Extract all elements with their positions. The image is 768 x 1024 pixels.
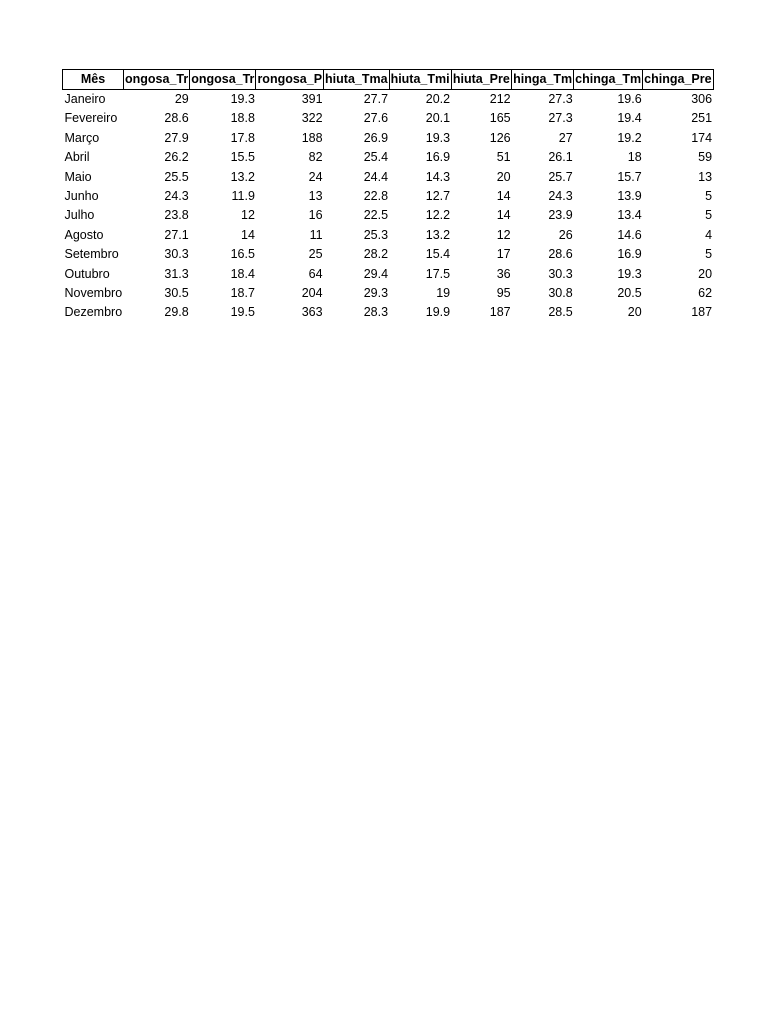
header-cell-chiuta-prec[interactable]: hiuta_Pre [451, 70, 512, 90]
cell-mchinga-tmin[interactable]: 19.3 [617, 266, 642, 281]
cell-gorongosa-tmax[interactable]: 24.3 [164, 189, 189, 204]
cell-chiuta-tmax[interactable]: 26.9 [363, 130, 389, 145]
cell-chiuta-tmax[interactable]: 27.6 [363, 111, 389, 126]
cell-gorongosa-tmin[interactable]: 19.3 [230, 92, 255, 106]
cell-chiuta-tmax[interactable]: 25.3 [363, 227, 389, 242]
cell-gorongosa-tmin[interactable]: 17.8 [230, 130, 255, 145]
cell-mchinga-tmax[interactable]: 27 [558, 130, 573, 145]
cell-gorongosa-tmax[interactable]: 26.2 [164, 150, 189, 165]
cell-mchinga-tmin[interactable]: 19.6 [617, 92, 642, 106]
cell-gorongosa-tmax[interactable]: 23.8 [164, 208, 189, 223]
cell-mchinga-tmin[interactable]: 20 [627, 305, 642, 320]
cell-gorongosa-tmin[interactable]: 11.9 [231, 189, 255, 204]
cell-chiuta-tmax[interactable]: 22.5 [363, 208, 389, 223]
cell-gorongosa-prec[interactable]: 25 [308, 247, 323, 262]
table-row [63, 284, 714, 303]
cell-gorongosa-tmin[interactable]: 13.2 [230, 169, 255, 184]
cell-gorongosa-prec[interactable]: 204 [301, 286, 323, 301]
table-row [63, 90, 714, 110]
header-cell-mchinga-prec[interactable]: chinga_Pre [643, 70, 713, 90]
cell-chiuta-tmin[interactable]: 14.3 [425, 169, 451, 184]
table-row [63, 226, 714, 245]
cell-mchinga-tmin[interactable]: 18 [627, 150, 642, 165]
cell-gorongosa-prec[interactable]: 64 [308, 266, 323, 281]
cell-mchinga-tmax[interactable]: 27.3 [548, 92, 573, 106]
cell-chiuta-prec[interactable]: 51 [496, 150, 511, 165]
cell-mchinga-tmax[interactable]: 28.6 [548, 247, 573, 262]
table-row [63, 187, 714, 206]
cell-gorongosa-tmax[interactable]: 29 [174, 92, 189, 106]
cell-mchinga-prec[interactable]: 306 [691, 92, 713, 106]
header-cell-chiuta-tmax[interactable]: hiuta_Tma [324, 70, 390, 90]
cell-month[interactable]: Setembro [64, 247, 119, 262]
cell-chiuta-tmax[interactable]: 25.4 [363, 150, 389, 165]
cell-chiuta-prec[interactable]: 36 [496, 266, 511, 281]
cell-gorongosa-prec[interactable]: 13 [308, 189, 323, 204]
climate-data-table [62, 69, 714, 323]
cell-mchinga-prec[interactable]: 59 [698, 150, 713, 165]
header-cell-gorongosa-prec[interactable]: rongosa_P [256, 70, 324, 90]
cell-mchinga-prec[interactable]: 5 [705, 189, 713, 204]
table-row [63, 245, 714, 264]
cell-mchinga-prec[interactable]: 174 [691, 130, 713, 145]
cell-month[interactable]: Julho [64, 208, 95, 223]
cell-mchinga-prec[interactable]: 20 [698, 266, 713, 281]
cell-gorongosa-tmin[interactable]: 16.5 [230, 247, 255, 262]
cell-gorongosa-tmax[interactable]: 28.6 [164, 111, 189, 126]
cell-chiuta-prec[interactable]: 14 [496, 189, 511, 204]
cell-chiuta-tmin[interactable]: 13.2 [425, 227, 451, 242]
table-body [63, 90, 714, 323]
cell-gorongosa-prec[interactable]: 24 [308, 169, 323, 184]
table-row [63, 168, 714, 187]
cell-gorongosa-tmin[interactable]: 14 [241, 227, 255, 242]
cell-month[interactable]: Dezembro [64, 305, 123, 320]
cell-gorongosa-prec[interactable]: 363 [301, 305, 323, 320]
cell-mchinga-tmax[interactable]: 23.9 [548, 208, 573, 223]
cell-mchinga-tmin[interactable]: 13.9 [617, 189, 642, 204]
cell-chiuta-tmin[interactable]: 17.5 [425, 266, 451, 281]
cell-gorongosa-prec[interactable]: 322 [301, 111, 323, 126]
cell-gorongosa-tmax[interactable]: 27.1 [164, 227, 189, 242]
cell-mchinga-tmax[interactable]: 24.3 [548, 189, 573, 204]
cell-mchinga-tmin[interactable]: 13.4 [617, 208, 642, 223]
cell-chiuta-prec[interactable]: 126 [489, 130, 511, 145]
cell-month[interactable]: Fevereiro [64, 111, 118, 126]
cell-chiuta-tmin[interactable]: 20.1 [425, 111, 451, 126]
cell-gorongosa-tmax[interactable]: 30.5 [164, 286, 189, 301]
cell-gorongosa-tmax[interactable]: 29.8 [164, 305, 189, 320]
cell-chiuta-tmin[interactable]: 20.2 [425, 92, 451, 106]
cell-gorongosa-tmin[interactable]: 18.7 [230, 286, 255, 301]
cell-chiuta-tmax[interactable]: 29.4 [363, 266, 389, 281]
cell-chiuta-tmin[interactable]: 19 [436, 286, 451, 301]
table-row [63, 129, 714, 148]
table-header [63, 70, 714, 90]
cell-chiuta-tmin[interactable]: 19.9 [425, 305, 451, 320]
cell-chiuta-prec[interactable]: 20 [496, 169, 511, 184]
cell-gorongosa-prec[interactable]: 16 [308, 208, 323, 223]
cell-mchinga-tmin[interactable]: 15.7 [617, 169, 642, 184]
table-row [63, 148, 714, 167]
cell-chiuta-tmin[interactable]: 12.7 [425, 189, 451, 204]
cell-chiuta-tmax[interactable]: 29.3 [363, 286, 389, 301]
cell-chiuta-prec[interactable]: 12 [496, 227, 511, 242]
header-cell-gorongosa-tmax[interactable]: ongosa_Tr [124, 70, 190, 90]
cell-gorongosa-tmin[interactable]: 15.5 [230, 150, 255, 165]
cell-chiuta-prec[interactable]: 95 [496, 286, 511, 301]
cell-mchinga-tmin[interactable]: 20.5 [617, 286, 642, 301]
cell-gorongosa-tmax[interactable]: 25.5 [164, 169, 189, 184]
cell-gorongosa-tmin[interactable]: 18.4 [230, 266, 255, 281]
cell-month[interactable]: Agosto [64, 227, 104, 242]
cell-mchinga-tmax[interactable]: 30.8 [548, 286, 573, 301]
cell-mchinga-prec[interactable]: 13 [698, 169, 713, 184]
cell-mchinga-tmin[interactable]: 19.2 [617, 130, 642, 145]
cell-mchinga-tmin[interactable]: 19.4 [617, 111, 642, 126]
cell-mchinga-tmax[interactable]: 30.3 [548, 266, 573, 281]
cell-chiuta-tmax[interactable]: 22.8 [363, 189, 389, 204]
cell-chiuta-tmax[interactable]: 28.2 [363, 247, 389, 262]
header-row [63, 70, 714, 90]
cell-month[interactable]: Maio [64, 169, 92, 184]
spreadsheet-area [62, 69, 714, 323]
cell-mchinga-prec[interactable]: 187 [691, 305, 713, 320]
cell-gorongosa-tmax[interactable]: 31.3 [164, 266, 189, 281]
cell-month[interactable]: Março [64, 130, 100, 145]
cell-gorongosa-prec[interactable]: 391 [301, 92, 323, 106]
table-row [63, 206, 714, 225]
cell-chiuta-tmin[interactable]: 12.2 [425, 208, 451, 223]
cell-chiuta-prec[interactable]: 165 [489, 111, 511, 126]
cell-month[interactable]: Junho [64, 189, 99, 204]
cell-chiuta-prec[interactable]: 14 [496, 208, 511, 223]
cell-mchinga-prec[interactable]: 251 [691, 111, 713, 126]
cell-mchinga-tmin[interactable]: 16.9 [617, 247, 642, 262]
cell-mchinga-tmax[interactable]: 26 [558, 227, 573, 242]
cell-chiuta-tmax[interactable]: 28.3 [363, 305, 389, 320]
cell-gorongosa-tmax[interactable]: 30.3 [164, 247, 189, 262]
cell-month[interactable]: Outubro [64, 266, 110, 281]
cell-mchinga-prec[interactable]: 5 [705, 247, 713, 262]
table-row [63, 109, 714, 128]
cell-mchinga-tmax[interactable]: 28.5 [548, 305, 573, 320]
cell-gorongosa-tmin[interactable]: 12 [241, 208, 255, 223]
header-cell-mchinga-tmin[interactable]: chinga_Tm [574, 70, 643, 90]
cell-gorongosa-prec[interactable]: 188 [301, 130, 323, 145]
header-cell-mchinga-tmax[interactable]: hinga_Tm [512, 70, 574, 90]
cell-chiuta-prec[interactable]: 17 [496, 247, 511, 262]
cell-month[interactable]: Novembro [64, 286, 123, 301]
cell-mchinga-tmin[interactable]: 14.6 [617, 227, 642, 242]
header-cell-month[interactable]: Mês [63, 70, 124, 90]
cell-month[interactable]: Janeiro [64, 92, 106, 106]
cell-gorongosa-tmin[interactable]: 19.5 [230, 305, 255, 320]
cell-gorongosa-prec[interactable]: 82 [308, 150, 323, 165]
cell-gorongosa-prec[interactable]: 11 [309, 227, 323, 242]
cell-mchinga-tmax[interactable]: 26.1 [548, 150, 573, 165]
cell-chiuta-tmax[interactable]: 27.7 [363, 92, 389, 106]
cell-chiuta-prec[interactable]: 187 [489, 305, 511, 320]
cell-mchinga-prec[interactable]: 5 [705, 208, 713, 223]
cell-chiuta-tmin[interactable]: 19.3 [425, 130, 451, 145]
cell-mchinga-prec[interactable]: 4 [705, 227, 713, 242]
table-row [63, 303, 714, 322]
cell-mchinga-tmax[interactable]: 27.3 [548, 111, 573, 126]
cell-chiuta-prec[interactable]: 212 [489, 92, 511, 106]
cell-mchinga-tmax[interactable]: 25.7 [548, 169, 573, 184]
cell-gorongosa-tmin[interactable]: 18.8 [230, 111, 255, 126]
cell-chiuta-tmin[interactable]: 16.9 [425, 150, 451, 165]
cell-chiuta-tmin[interactable]: 15.4 [425, 247, 451, 262]
cell-chiuta-tmax[interactable]: 24.4 [363, 169, 389, 184]
table-row [63, 265, 714, 284]
header-cell-chiuta-tmin[interactable]: hiuta_Tmi [389, 70, 451, 90]
header-cell-gorongosa-tmin[interactable]: ongosa_Tr [190, 70, 256, 90]
cell-mchinga-prec[interactable]: 62 [698, 286, 713, 301]
cell-month[interactable]: Abril [64, 150, 90, 165]
cell-gorongosa-tmax[interactable]: 27.9 [164, 130, 189, 145]
